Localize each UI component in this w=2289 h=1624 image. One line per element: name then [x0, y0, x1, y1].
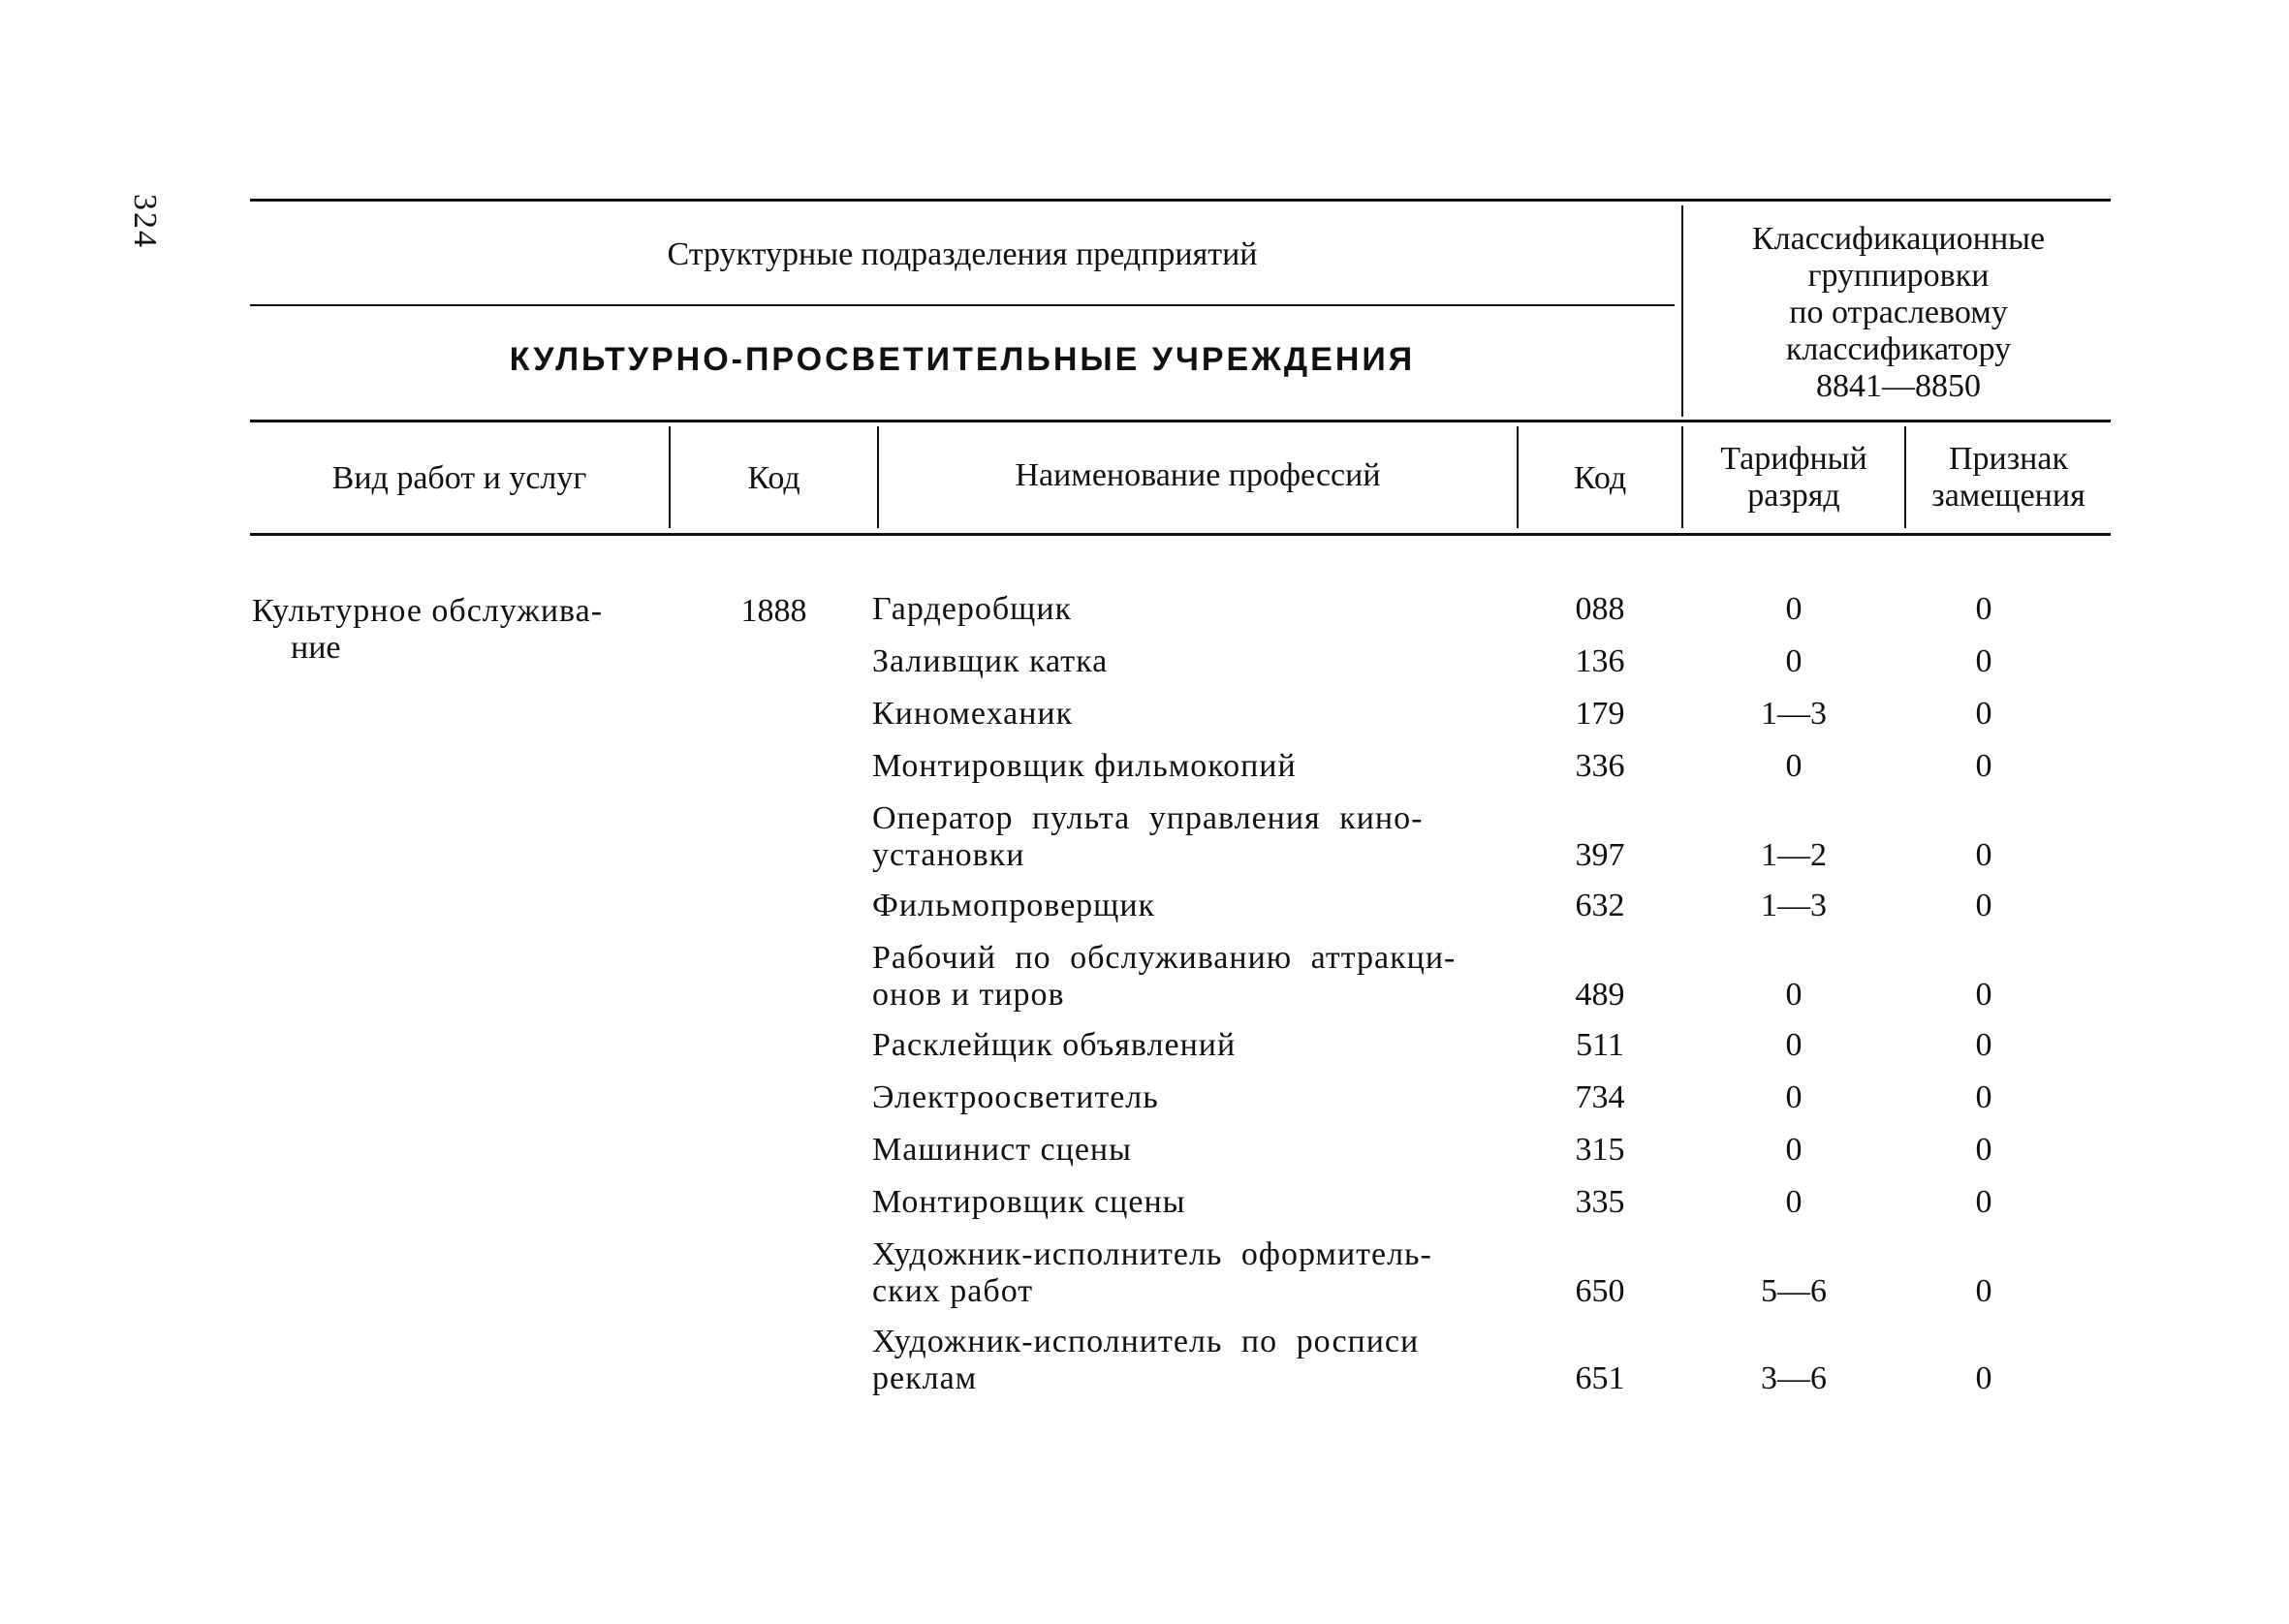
tariff-grade: 1—3: [1761, 696, 1827, 732]
profession-name-line: Художник-исполнитель по росписи: [872, 1324, 1420, 1359]
replacement-flag: 0: [1975, 591, 1992, 627]
replacement-flag: 0: [1975, 1027, 1992, 1063]
profession-name: [872, 1236, 1432, 1310]
replacement-flag: 0: [1975, 696, 1992, 732]
col-work-type: Вид работ и услуг: [331, 460, 587, 496]
header-vertical-divider: [1681, 205, 1683, 417]
col-code1: Код: [747, 460, 800, 496]
replacement-flag: 0: [1975, 977, 1992, 1013]
tariff-grade: 1—2: [1761, 837, 1827, 873]
tariff-grade: 0: [1785, 1132, 1803, 1168]
replacement-flag: 0: [1975, 837, 1992, 873]
tariff-grade: 0: [1785, 1027, 1803, 1063]
group-work-line: ние: [291, 630, 341, 666]
profession-name: [872, 643, 1108, 680]
replacement-flag: 0: [1975, 1360, 1992, 1396]
page-number: 324: [127, 194, 163, 249]
header-bottom-rule: [250, 420, 2111, 422]
profession-name-line: Художник-исполнитель оформитель-: [872, 1236, 1432, 1272]
replacement-flag: 0: [1975, 1273, 1992, 1309]
profession-code: 632: [1575, 888, 1625, 923]
profession-code: 511: [1576, 1027, 1624, 1063]
profession-name: [872, 591, 1072, 628]
tariff-grade: 0: [1785, 1184, 1803, 1220]
profession-name-line: Машинист сцены: [872, 1132, 1132, 1168]
col-tariff-line: разряд: [1747, 478, 1840, 514]
profession-code: 335: [1575, 1184, 1625, 1220]
profession-code: 651: [1575, 1360, 1625, 1396]
profession-name-line: Оператор пульта управления кино-: [872, 800, 1424, 836]
profession-name: [872, 1132, 1132, 1169]
profession-name: [872, 1324, 1419, 1397]
profession-name: [872, 800, 1423, 874]
replacement-flag: 0: [1975, 1184, 1992, 1220]
profession-name-line: Монтировщик фильмокопий: [872, 748, 1297, 784]
profession-name-line: Расклейщик объявлений: [872, 1027, 1237, 1063]
replacement-flag: 0: [1975, 748, 1992, 784]
col-replace: [1906, 441, 2111, 515]
profession-name-line: онов и тиров: [872, 977, 1065, 1013]
column-header-bottom-rule: [250, 533, 2111, 536]
profession-code: 734: [1575, 1079, 1625, 1115]
profession-code: 315: [1575, 1132, 1625, 1168]
top-rule: [250, 199, 2111, 202]
profession-code: 336: [1575, 748, 1625, 784]
col-tariff-line: Тарифный: [1720, 441, 1867, 477]
profession-name-line: Гардеробщик: [872, 591, 1073, 627]
profession-name-line: Заливщик катка: [872, 643, 1109, 679]
profession-name: [872, 1184, 1186, 1221]
profession-name-line: Монтировщик сцены: [872, 1184, 1186, 1220]
tariff-grade: 0: [1785, 1079, 1803, 1115]
profession-name-line: Фильмопроверщик: [872, 888, 1156, 923]
profession-name-line: ских работ: [872, 1273, 1034, 1309]
col-replace-line: Признак: [1949, 441, 2068, 477]
profession-name-line: реклам: [872, 1360, 978, 1396]
col-code2: Код: [1573, 460, 1627, 496]
col-profession: Наименование профессий: [1015, 457, 1381, 493]
classification-line: 8841—8850: [1816, 368, 1981, 404]
replacement-flag: 0: [1975, 888, 1992, 923]
tariff-grade: 0: [1785, 977, 1803, 1013]
replacement-flag: 0: [1975, 1079, 1992, 1115]
tariff-grade: 3—6: [1761, 1360, 1827, 1396]
replacement-flag: 0: [1975, 1132, 1992, 1168]
profession-name-line: Рабочий по обслуживанию аттракци-: [872, 940, 1457, 976]
structural-title: Структурные подразделения предприятий: [667, 236, 1258, 272]
profession-name: [872, 748, 1297, 785]
profession-name: [872, 940, 1456, 1014]
classification-line: Классификационные: [1751, 221, 2046, 257]
profession-code: 397: [1575, 837, 1625, 873]
classification-line: классификатору: [1785, 331, 2012, 367]
section-title: КУЛЬТУРНО-ПРОСВЕТИТЕЛЬНЫЕ УЧРЕЖДЕНИЯ: [509, 341, 1416, 378]
profession-name: [872, 888, 1155, 924]
tariff-grade: 0: [1785, 748, 1803, 784]
group-work-type: [252, 593, 603, 667]
tariff-grade: 5—6: [1761, 1273, 1827, 1309]
profession-code: 088: [1575, 591, 1625, 627]
classification-line: группировки: [1807, 258, 1990, 294]
profession-code: 179: [1575, 696, 1625, 732]
tariff-grade: 0: [1785, 591, 1803, 627]
profession-name-line: Киномеханик: [872, 696, 1074, 732]
group-work-line: Культурное обслужива-: [252, 593, 604, 629]
group-code: 1888: [740, 593, 807, 629]
tariff-grade: 0: [1785, 643, 1803, 679]
profession-code: 489: [1575, 977, 1625, 1013]
profession-name: [872, 1079, 1159, 1116]
profession-code: 136: [1575, 643, 1625, 679]
classification-header: [1686, 221, 2111, 405]
col-replace-line: замещения: [1931, 478, 2085, 514]
replacement-flag: 0: [1975, 643, 1992, 679]
profession-name: [872, 1027, 1236, 1064]
profession-code: 650: [1575, 1273, 1625, 1309]
structural-divider-rule: [250, 304, 1675, 306]
col-tariff: [1683, 441, 1904, 515]
classification-line: по отраслевому: [1789, 295, 2008, 330]
profession-name: [872, 696, 1073, 733]
profession-name-line: Электроосветитель: [872, 1079, 1159, 1115]
profession-name-line: установки: [872, 837, 1025, 873]
tariff-grade: 1—3: [1761, 888, 1827, 923]
